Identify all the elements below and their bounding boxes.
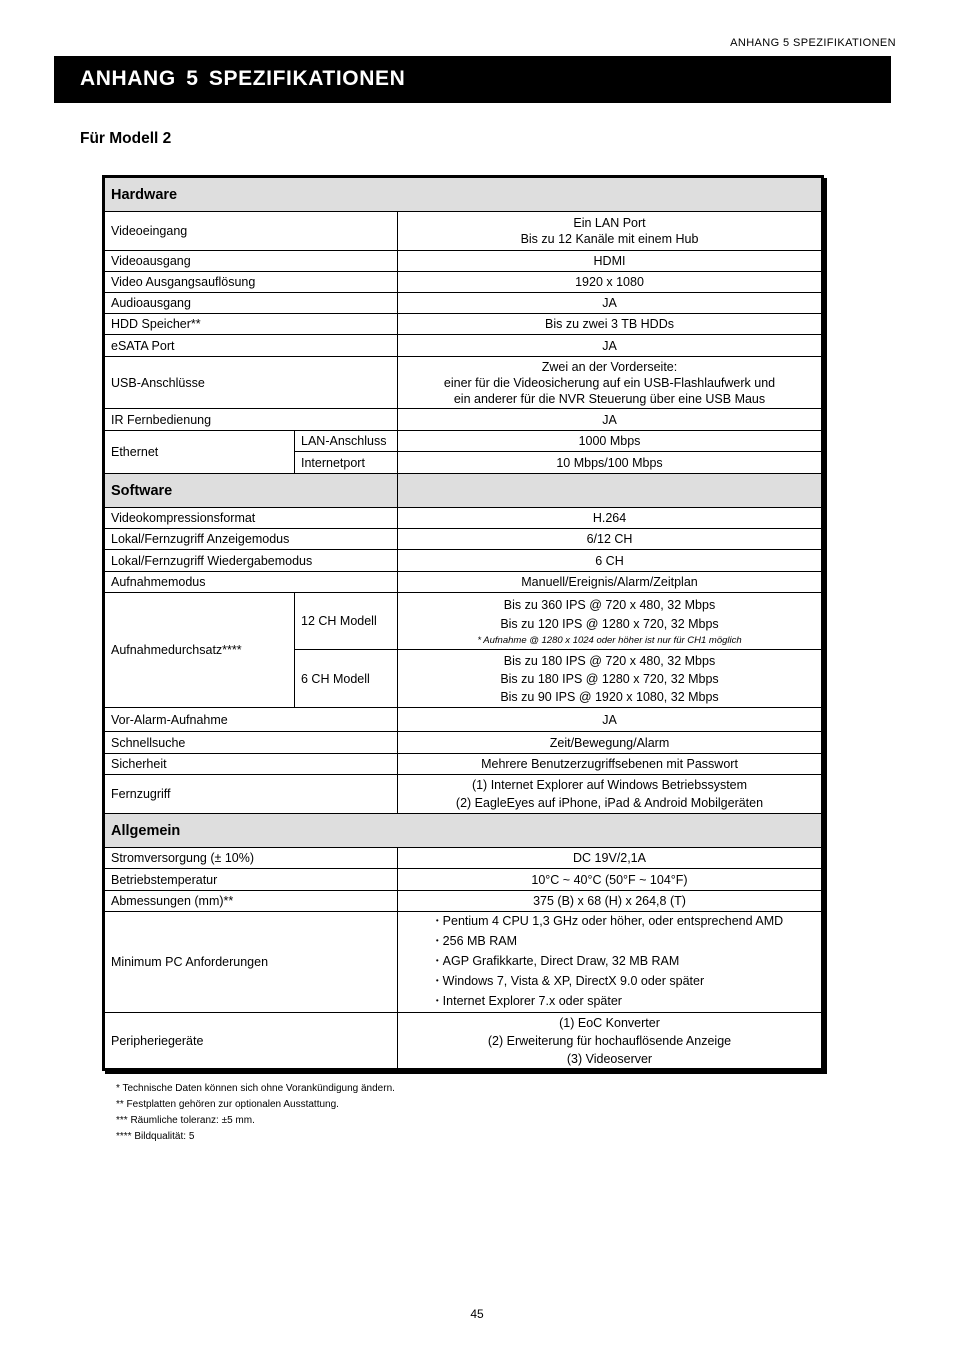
- spec-value: H.264: [398, 508, 822, 529]
- spec-row: [105, 593, 822, 650]
- spec-row: [105, 314, 822, 335]
- spec-label: Lokal/Fernzugriff Anzeigemodus: [105, 529, 398, 550]
- spec-value-line: Bis zu 360 IPS @ 720 x 480, 32 Mbps: [503, 597, 716, 612]
- running-header: ANHANG 5 SPEZIFIKATIONEN: [730, 37, 896, 49]
- spec-value: Mehrere Benutzerzugriffsebenen mit Passwort: [398, 754, 822, 775]
- spec-value-line: einer für die Videosicherung auf ein USB-Flashlaufwerk und: [443, 375, 776, 390]
- spec-value-line: Bis zu 90 IPS @ 1920 x 1080, 32 Mbps: [500, 689, 719, 704]
- spec-sublabel: 6 CH Modell: [295, 650, 398, 708]
- spec-value-line: Bis zu 180 IPS @ 720 x 480, 32 Mbps: [503, 653, 716, 668]
- spec-label: Betriebstemperatur: [105, 869, 398, 891]
- requirement-item: • Pentium 4 CPU 1,3 GHz oder höher, oder entsprechend AMD: [436, 912, 783, 932]
- spec-row: [105, 293, 822, 314]
- model-subtitle: Für Modell 2: [80, 130, 172, 147]
- spec-label: Videokompressionsformat: [105, 508, 398, 529]
- spec-row: [105, 409, 822, 431]
- spec-label: Aufnahmemodus: [105, 572, 398, 593]
- page-number: 45: [470, 1307, 484, 1321]
- footnote: ** Festplatten gehören zur optionalen Ausstattung.: [116, 1099, 339, 1110]
- spec-table-container: [102, 175, 824, 1071]
- spec-row: [105, 335, 822, 357]
- spec-value: Bis zu zwei 3 TB HDDs: [398, 314, 822, 335]
- spec-value-line: (1) EoC Konverter: [559, 1015, 660, 1030]
- section-header-software: [105, 474, 822, 508]
- spec-label: Video Ausgangsauflösung: [105, 272, 398, 293]
- spec-value: JA: [398, 409, 822, 431]
- spec-table: [104, 177, 822, 1069]
- spec-label: Videoausgang: [105, 251, 398, 272]
- spec-value: [398, 1013, 822, 1069]
- spec-value: 6 CH: [398, 550, 822, 572]
- footnote: **** Bildqualität: 5: [116, 1131, 195, 1142]
- spec-row: [105, 272, 822, 293]
- spec-label: HDD Speicher**: [105, 314, 398, 335]
- spec-value: JA: [398, 708, 822, 732]
- spec-value: 1000 Mbps: [398, 431, 822, 452]
- spec-value-line: Ein LAN Port: [573, 216, 646, 230]
- spec-label: Schnellsuche: [105, 732, 398, 754]
- spec-value-line: (2) Erweiterung für hochauflösende Anzeige: [487, 1033, 732, 1048]
- spec-row: [105, 912, 822, 1013]
- requirement-item: • AGP Grafikkarte, Direct Draw, 32 MB RAM: [436, 952, 783, 972]
- section-title: Hardware: [105, 178, 822, 212]
- spec-sublabel: 12 CH Modell: [295, 593, 398, 650]
- spec-row: [105, 431, 822, 452]
- spec-row: [105, 775, 822, 814]
- section-header-hardware: [105, 178, 822, 212]
- requirements-list: [436, 912, 783, 1012]
- spec-row: [105, 212, 822, 251]
- spec-row: [105, 529, 822, 550]
- spec-value: [398, 357, 822, 409]
- spec-value-line: Bis zu 120 IPS @ 1280 x 720, 32 Mbps: [500, 616, 719, 631]
- spec-value: 10°C ~ 40°C (50°F ~ 104°F): [398, 869, 822, 891]
- spec-label: IR Fernbedienung: [105, 409, 398, 431]
- requirement-item: • Internet Explorer 7.x oder später: [436, 992, 783, 1012]
- spec-label: Lokal/Fernzugriff Wiedergabemodus: [105, 550, 398, 572]
- section-header-general: [105, 814, 822, 848]
- spec-label: Vor-Alarm-Aufnahme: [105, 708, 398, 732]
- spec-label: Videoeingang: [105, 212, 398, 251]
- requirement-item: • 256 MB RAM: [436, 932, 783, 952]
- spec-value: JA: [398, 293, 822, 314]
- spec-value: [398, 650, 822, 708]
- spec-label: Abmessungen (mm)**: [105, 891, 398, 912]
- spec-value: 375 (B) x 68 (H) x 264,8 (T): [398, 891, 822, 912]
- spec-row: [105, 869, 822, 891]
- spec-value: [398, 593, 822, 650]
- spec-row: [105, 357, 822, 409]
- spec-label: USB-Anschlüsse: [105, 357, 398, 409]
- spec-value-line: (1) Internet Explorer auf Windows Betriebssystem: [471, 778, 748, 792]
- spec-row: [105, 251, 822, 272]
- spec-label: Aufnahmedurchsatz****: [105, 593, 295, 708]
- spec-label: eSATA Port: [105, 335, 398, 357]
- spec-value-line: Zwei an der Vorderseite:: [541, 359, 678, 374]
- spec-row: [105, 732, 822, 754]
- spec-value: 10 Mbps/100 Mbps: [398, 452, 822, 474]
- spec-row: [105, 848, 822, 869]
- spec-value: HDMI: [398, 251, 822, 272]
- spec-value-line: ein anderer für die NVR Steuerung über eine USB Maus: [453, 391, 766, 406]
- spec-row: [105, 508, 822, 529]
- page-title: ANHANG 5 SPEZIFIKATIONEN: [80, 67, 406, 90]
- spec-row: [105, 708, 822, 732]
- spec-value-line: Bis zu 12 Kanäle mit einem Hub: [520, 232, 699, 246]
- section-title: Allgemein: [105, 814, 822, 848]
- spec-label: Stromversorgung (± 10%): [105, 848, 398, 869]
- spec-value-line: (2) EagleEyes auf iPhone, iPad & Android Mobilgeräten: [455, 796, 764, 810]
- spec-row: [105, 891, 822, 912]
- requirement-item: • Windows 7, Vista & XP, DirectX 9.0 oder später: [436, 972, 783, 992]
- spec-value: 1920 x 1080: [398, 272, 822, 293]
- spec-value: Zeit/Bewegung/Alarm: [398, 732, 822, 754]
- spec-value: JA: [398, 335, 822, 357]
- spec-sublabel: Internetport: [295, 452, 398, 474]
- section-title: Software: [105, 474, 398, 508]
- footnote: *** Räumliche toleranz: ±5 mm.: [116, 1115, 255, 1126]
- spec-label: Ethernet: [105, 431, 295, 474]
- spec-value-line: Bis zu 180 IPS @ 1280 x 720, 32 Mbps: [500, 671, 719, 686]
- footnotes: [116, 1081, 395, 1145]
- spec-row: [105, 550, 822, 572]
- spec-row: [105, 572, 822, 593]
- spec-sublabel: LAN-Anschluss: [295, 431, 398, 452]
- spec-label: Audioausgang: [105, 293, 398, 314]
- spec-row: [105, 754, 822, 775]
- spec-value: [398, 212, 822, 251]
- spec-value: Manuell/Ereignis/Alarm/Zeitplan: [398, 572, 822, 593]
- footnote: * Technische Daten können sich ohne Vorankündigung ändern.: [116, 1083, 395, 1094]
- spec-label: Sicherheit: [105, 754, 398, 775]
- spec-label: Minimum PC Anforderungen: [105, 912, 398, 1013]
- spec-note: * Aufnahme @ 1280 x 1024 oder höher ist nur für CH1 möglich: [477, 634, 742, 646]
- spec-value: 6/12 CH: [398, 529, 822, 550]
- title-bar: [54, 56, 891, 103]
- spec-value: DC 19V/2,1A: [398, 848, 822, 869]
- spec-value: [398, 775, 822, 814]
- spec-label: Peripheriegeräte: [105, 1013, 398, 1069]
- spec-value: [398, 912, 822, 1013]
- spec-label: Fernzugriff: [105, 775, 398, 814]
- spec-row: [105, 1013, 822, 1069]
- spec-value-line: (3) Videoserver: [566, 1051, 653, 1066]
- section-header-fill: [398, 474, 822, 508]
